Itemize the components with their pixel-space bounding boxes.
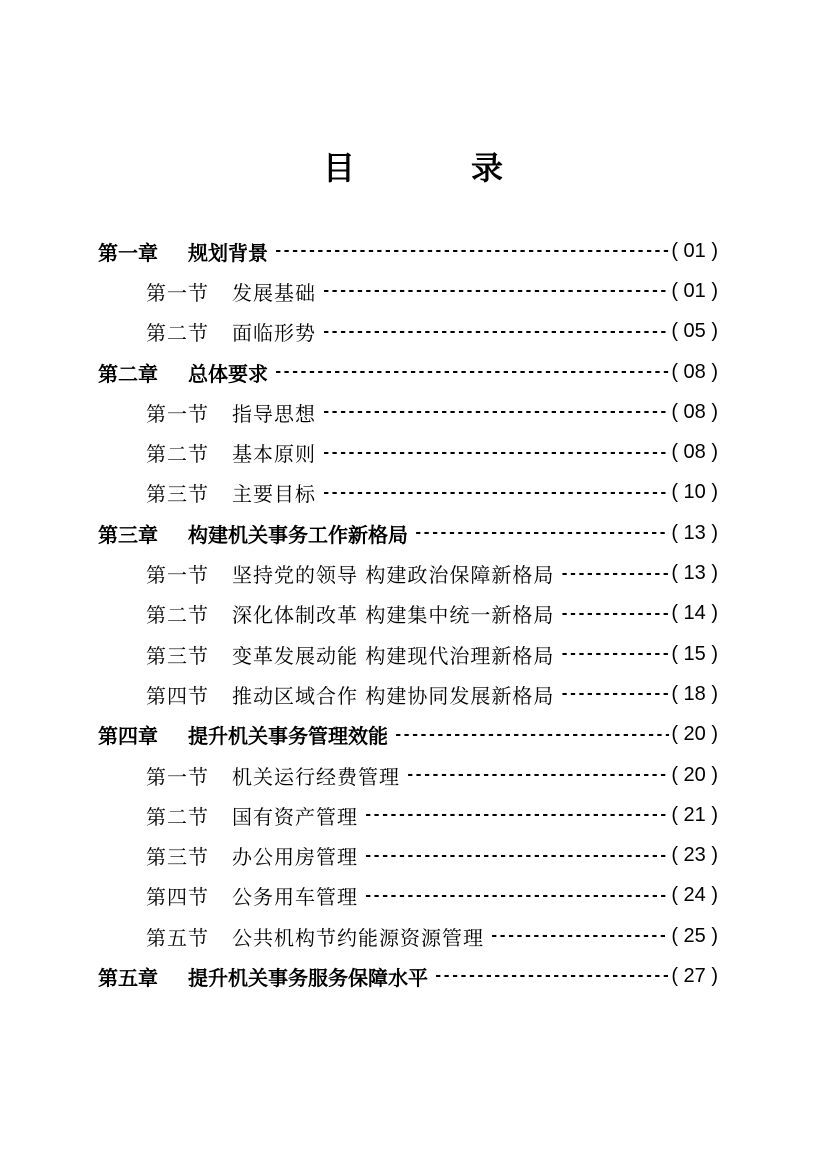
entry-label: 第三节 <box>146 643 209 668</box>
dot-leader <box>560 604 669 624</box>
page-number: ( 01 ) <box>671 279 718 302</box>
page-number: ( 10 ) <box>671 481 718 504</box>
page-number: ( 24 ) <box>671 884 718 907</box>
entry-label: 第四节 <box>146 885 209 910</box>
dot-leader <box>434 966 669 986</box>
dot-leader <box>274 362 669 382</box>
dot-leader <box>364 805 669 825</box>
page-number: ( 20 ) <box>671 723 718 746</box>
entry-label: 第三节 <box>146 845 209 870</box>
entry-title: 深化体制改革 构建集中统一新格局 <box>232 603 555 628</box>
entry-title: 公务用车管理 <box>232 885 358 910</box>
toc-chapter-1[interactable] <box>98 231 718 271</box>
toc-section[interactable] <box>98 432 718 472</box>
toc-section[interactable] <box>98 271 718 311</box>
toc-chapter-3[interactable] <box>98 513 718 553</box>
entry-title: 基本原则 <box>232 442 316 467</box>
page-number: ( 13 ) <box>671 562 718 585</box>
entry-label: 第二节 <box>146 603 209 628</box>
dot-leader <box>364 846 669 866</box>
toc-section[interactable] <box>98 473 718 513</box>
page-number: ( 25 ) <box>671 924 718 947</box>
entry-title: 总体要求 <box>188 361 268 386</box>
page-number: ( 08 ) <box>671 400 718 423</box>
entry-label: 第四节 <box>146 683 209 708</box>
entry-title: 发展基础 <box>232 280 316 305</box>
toc-section[interactable] <box>98 835 718 875</box>
page-title: 目 录 <box>322 149 545 187</box>
dot-leader <box>560 684 669 704</box>
page-number: ( 01 ) <box>671 239 718 262</box>
entry-title: 公共机构节约能源资源管理 <box>232 925 484 950</box>
entry-title: 机关运行经费管理 <box>232 764 400 789</box>
toc-section[interactable] <box>98 594 718 634</box>
entry-label: 第一节 <box>146 764 209 789</box>
entry-title: 变革发展动能 构建现代治理新格局 <box>232 643 555 668</box>
toc-section[interactable] <box>98 876 718 916</box>
dot-leader <box>322 281 669 301</box>
page-number: ( 08 ) <box>671 360 718 383</box>
toc-section[interactable] <box>98 312 718 352</box>
page-number: ( 05 ) <box>671 320 718 343</box>
dot-leader <box>322 483 669 503</box>
toc-chapter-5[interactable] <box>98 956 718 996</box>
dot-leader <box>394 725 669 745</box>
page-number: ( 15 ) <box>671 642 718 665</box>
entry-title: 指导思想 <box>232 401 316 426</box>
dot-leader <box>406 765 669 785</box>
entry-label: 第五章 <box>98 965 158 990</box>
entry-label: 第二节 <box>146 804 209 829</box>
toc-chapter-2[interactable] <box>98 352 718 392</box>
dot-leader <box>322 322 669 342</box>
table-of-contents <box>98 231 718 997</box>
entry-title: 提升机关事务管理效能 <box>188 724 388 749</box>
entry-title: 国有资产管理 <box>232 804 358 829</box>
entry-label: 第四章 <box>98 724 158 749</box>
toc-section[interactable] <box>98 755 718 795</box>
dot-leader <box>414 523 669 543</box>
entry-label: 第五节 <box>146 925 209 950</box>
entry-label: 第一节 <box>146 280 209 305</box>
toc-section[interactable] <box>98 553 718 593</box>
page-number: ( 14 ) <box>671 602 718 625</box>
page-number: ( 18 ) <box>671 682 718 705</box>
page-number: ( 20 ) <box>671 763 718 786</box>
page-number: ( 08 ) <box>671 441 718 464</box>
entry-label: 第二节 <box>146 442 209 467</box>
entry-title: 推动区域合作 构建协同发展新格局 <box>232 683 555 708</box>
entry-label: 第三章 <box>98 522 158 547</box>
entry-title: 构建机关事务工作新格局 <box>188 522 408 547</box>
entry-label: 第二节 <box>146 321 209 346</box>
entry-label: 第一节 <box>146 401 209 426</box>
entry-label: 第一章 <box>98 240 158 265</box>
toc-section[interactable] <box>98 916 718 956</box>
dot-leader <box>490 926 669 946</box>
page-number: ( 27 ) <box>671 964 718 987</box>
entry-label: 第一节 <box>146 563 209 588</box>
entry-title: 坚持党的领导 构建政治保障新格局 <box>232 563 555 588</box>
entry-label: 第三节 <box>146 482 209 507</box>
entry-title: 办公用房管理 <box>232 845 358 870</box>
entry-label: 第二章 <box>98 361 158 386</box>
page-number: ( 21 ) <box>671 803 718 826</box>
dot-leader <box>560 564 669 584</box>
toc-chapter-4[interactable] <box>98 715 718 755</box>
page-number: ( 23 ) <box>671 844 718 867</box>
toc-section[interactable] <box>98 634 718 674</box>
entry-title: 主要目标 <box>232 482 316 507</box>
toc-section[interactable] <box>98 795 718 835</box>
dot-leader <box>322 443 669 463</box>
dot-leader <box>274 241 669 261</box>
dot-leader <box>364 886 669 906</box>
dot-leader <box>322 402 669 422</box>
toc-section[interactable] <box>98 392 718 432</box>
entry-title: 提升机关事务服务保障水平 <box>188 965 428 990</box>
entry-title: 规划背景 <box>188 240 268 265</box>
dot-leader <box>560 644 669 664</box>
entry-title: 面临形势 <box>232 321 316 346</box>
toc-section[interactable] <box>98 674 718 714</box>
page-number: ( 13 ) <box>671 521 718 544</box>
